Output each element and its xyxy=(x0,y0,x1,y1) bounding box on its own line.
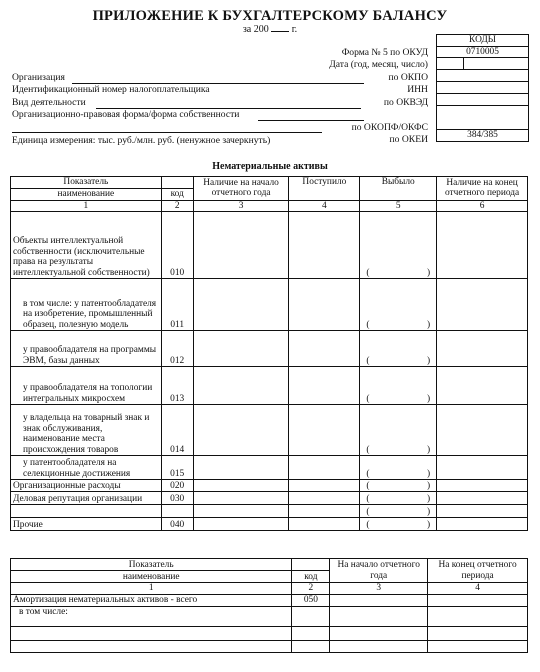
legal-form-field-2[interactable] xyxy=(12,132,322,133)
value-cell[interactable] xyxy=(193,480,289,492)
row-name: Организационные расходы xyxy=(11,480,162,492)
paren-open: ( xyxy=(366,480,370,491)
okved-label: по ОКВЭД xyxy=(383,97,428,108)
value-cell[interactable] xyxy=(360,405,437,456)
value-cell[interactable] xyxy=(330,626,428,640)
paren-close: ) xyxy=(427,493,431,504)
value-cell[interactable] xyxy=(289,367,360,405)
paren-open: ( xyxy=(366,319,370,330)
row-name: Объекты интеллектуальной собственности (исключительные права на результаты интеллектуальной собственности) xyxy=(11,212,162,279)
value-cell[interactable] xyxy=(437,279,528,331)
header-indicator: Показатель xyxy=(11,177,162,189)
row-code: 050 xyxy=(292,594,330,606)
value-cell[interactable] xyxy=(193,405,289,456)
header-name: наименование xyxy=(11,188,162,200)
table-row xyxy=(11,480,528,492)
row-name[interactable] xyxy=(11,626,292,640)
s2-header-end: На конец отчетного периода xyxy=(428,559,528,583)
table-row xyxy=(11,594,528,606)
row-code: 020 xyxy=(161,480,193,492)
col-number: 2 xyxy=(161,200,193,212)
table-row xyxy=(11,640,528,652)
legal-form-label: Организационно-правовая форма/форма собственности xyxy=(12,109,240,120)
paren-close: ) xyxy=(427,468,431,479)
value-cell[interactable] xyxy=(289,331,360,367)
row-code xyxy=(292,606,330,626)
paren-close: ) xyxy=(427,444,431,455)
value-cell[interactable] xyxy=(428,606,528,626)
codes-title: КОДЫ xyxy=(437,35,529,47)
paren-open: ( xyxy=(366,519,370,530)
row-code: 015 xyxy=(161,456,193,480)
value-cell[interactable] xyxy=(193,492,289,505)
value-cell[interactable] xyxy=(193,212,289,279)
table-row xyxy=(11,606,528,626)
paren-open: ( xyxy=(366,493,370,504)
col-number: 4 xyxy=(289,200,360,212)
okei-label: по ОКЕИ xyxy=(389,134,428,145)
okpo-label: по ОКПО xyxy=(388,72,428,83)
page-title: ПРИЛОЖЕНИЕ К БУХГАЛТЕРСКОМУ БАЛАНСУ xyxy=(92,8,448,24)
activity-label: Вид деятельности xyxy=(12,97,86,108)
s2-header-indicator: Показатель xyxy=(11,559,292,571)
row-code[interactable] xyxy=(292,640,330,652)
col-number: 6 xyxy=(437,200,528,212)
paren-close: ) xyxy=(427,519,431,530)
inn-label: ИНН xyxy=(407,84,428,95)
value-cell[interactable] xyxy=(437,456,528,480)
legal-form-field-1[interactable] xyxy=(258,120,364,121)
inn-field-label: Идентификационный номер налогоплательщика xyxy=(12,84,210,95)
value-cell[interactable] xyxy=(330,640,428,652)
col-number: 3 xyxy=(330,583,428,595)
value-cell[interactable] xyxy=(330,606,428,626)
org-label: Организация xyxy=(12,72,65,83)
header-code: код xyxy=(161,188,193,200)
value-cell[interactable] xyxy=(360,367,437,405)
inn-code[interactable] xyxy=(437,82,529,94)
row-name: Прочие xyxy=(11,518,162,531)
table-row xyxy=(11,405,528,456)
value-cell[interactable] xyxy=(428,594,528,606)
value-cell[interactable] xyxy=(437,505,528,518)
value-cell[interactable] xyxy=(437,331,528,367)
paren-close: ) xyxy=(427,319,431,330)
value-cell[interactable] xyxy=(193,279,289,331)
paren-close: ) xyxy=(427,267,431,278)
value-cell[interactable] xyxy=(360,279,437,331)
value-cell[interactable] xyxy=(330,594,428,606)
col-number: 1 xyxy=(11,583,292,595)
row-name: Деловая репутация организации xyxy=(11,492,162,505)
value-cell[interactable] xyxy=(289,279,360,331)
paren-close: ) xyxy=(427,506,431,517)
row-code: 010 xyxy=(161,212,193,279)
paren-close: ) xyxy=(427,393,431,404)
row-name: у правообладателя на топологии интегральных микросхем xyxy=(11,367,162,405)
header-end: Наличие на конец отчетного периода xyxy=(437,177,528,201)
table-row xyxy=(11,626,528,640)
col-number: 1 xyxy=(11,200,162,212)
row-name: у правообладателя на программы ЭВМ, базы данных xyxy=(11,331,162,367)
col-number: 3 xyxy=(193,200,289,212)
subtitle-prefix: за 200 xyxy=(242,24,269,35)
value-cell[interactable] xyxy=(289,212,360,279)
row-code: 014 xyxy=(161,405,193,456)
row-code[interactable] xyxy=(161,505,193,518)
okpo-code[interactable] xyxy=(437,70,529,82)
value-cell[interactable] xyxy=(437,405,528,456)
row-code: 013 xyxy=(161,367,193,405)
value-cell[interactable] xyxy=(428,640,528,652)
value-cell[interactable] xyxy=(193,505,289,518)
header-received: Поступило xyxy=(289,177,360,201)
s2-header-name: наименование xyxy=(11,571,292,583)
value-cell[interactable] xyxy=(360,492,437,505)
table-row xyxy=(11,331,528,367)
date-cell-2[interactable] xyxy=(464,58,529,70)
paren-open: ( xyxy=(366,506,370,517)
value-cell[interactable] xyxy=(193,518,289,531)
value-cell[interactable] xyxy=(360,331,437,367)
value-cell[interactable] xyxy=(289,405,360,456)
row-name[interactable] xyxy=(11,640,292,652)
table-row xyxy=(11,367,528,405)
paren-open: ( xyxy=(366,393,370,404)
okud-label: Форма № 5 по ОКУД xyxy=(341,47,428,58)
value-cell[interactable] xyxy=(360,480,437,492)
codes-table xyxy=(436,34,529,142)
row-name: у владельца на товарный знак и знак обслуживания, наименование места происхождения товаров xyxy=(11,405,162,456)
value-cell[interactable] xyxy=(360,505,437,518)
value-cell[interactable] xyxy=(289,456,360,480)
table-row xyxy=(11,505,528,518)
okud-code: 0710005 xyxy=(437,46,529,58)
value-cell[interactable] xyxy=(289,505,360,518)
okved-code[interactable] xyxy=(437,94,529,106)
row-code[interactable] xyxy=(292,626,330,640)
header-start: Наличие на начало отчетного года xyxy=(193,177,289,201)
table-row xyxy=(11,212,528,279)
value-cell[interactable] xyxy=(437,492,528,505)
row-code: 011 xyxy=(161,279,193,331)
table-row xyxy=(11,492,528,505)
value-cell[interactable] xyxy=(437,518,528,531)
section-title: Нематериальные активы xyxy=(212,161,328,172)
value-cell[interactable] xyxy=(360,456,437,480)
okopf-label: по ОКОПФ/ОКФС xyxy=(351,122,428,133)
table-row xyxy=(11,518,528,531)
subtitle-suffix: г. xyxy=(291,24,298,35)
header-disposed: Выбыло xyxy=(360,177,437,201)
table-row xyxy=(11,456,528,480)
col-number: 4 xyxy=(428,583,528,595)
value-cell[interactable] xyxy=(193,456,289,480)
paren-open: ( xyxy=(366,355,370,366)
value-cell[interactable] xyxy=(428,626,528,640)
row-name: Амортизация нематериальных активов - всего xyxy=(11,594,292,606)
paren-open: ( xyxy=(366,267,370,278)
okopf-code[interactable] xyxy=(437,106,529,130)
intangible-assets-table xyxy=(10,176,528,531)
paren-close: ) xyxy=(427,480,431,491)
value-cell[interactable] xyxy=(289,480,360,492)
amortization-table xyxy=(10,558,528,653)
value-cell[interactable] xyxy=(193,367,289,405)
value-cell[interactable] xyxy=(437,367,528,405)
value-cell[interactable] xyxy=(437,212,528,279)
date-cell-1[interactable] xyxy=(437,58,464,70)
value-cell[interactable] xyxy=(289,518,360,531)
col-number: 5 xyxy=(360,200,437,212)
table-row xyxy=(11,279,528,331)
row-name: в том числе: у патентообладателя на изобретение, промышленный образец, полезную модель xyxy=(11,279,162,331)
year-blank[interactable] xyxy=(271,31,289,32)
s2-header-code: код xyxy=(292,571,330,583)
row-name: в том числе: xyxy=(11,606,292,626)
unit-label: Единица измерения: тыс. руб./млн. руб. (ненужное зачеркнуть) xyxy=(12,135,271,146)
paren-open: ( xyxy=(366,468,370,479)
row-code: 030 xyxy=(161,492,193,505)
value-cell[interactable] xyxy=(437,480,528,492)
s2-header-start: На начало отчетного года xyxy=(330,559,428,583)
value-cell[interactable] xyxy=(360,518,437,531)
col-number: 2 xyxy=(292,583,330,595)
okei-code: 384/385 xyxy=(437,130,529,142)
row-name: у патентообладателя на селекционные достижения xyxy=(11,456,162,480)
value-cell[interactable] xyxy=(360,212,437,279)
value-cell[interactable] xyxy=(289,492,360,505)
date-label: Дата (год, месяц, число) xyxy=(329,59,428,70)
value-cell[interactable] xyxy=(193,331,289,367)
paren-close: ) xyxy=(427,355,431,366)
row-code: 040 xyxy=(161,518,193,531)
row-code: 012 xyxy=(161,331,193,367)
paren-open: ( xyxy=(366,444,370,455)
row-name[interactable] xyxy=(11,505,162,518)
